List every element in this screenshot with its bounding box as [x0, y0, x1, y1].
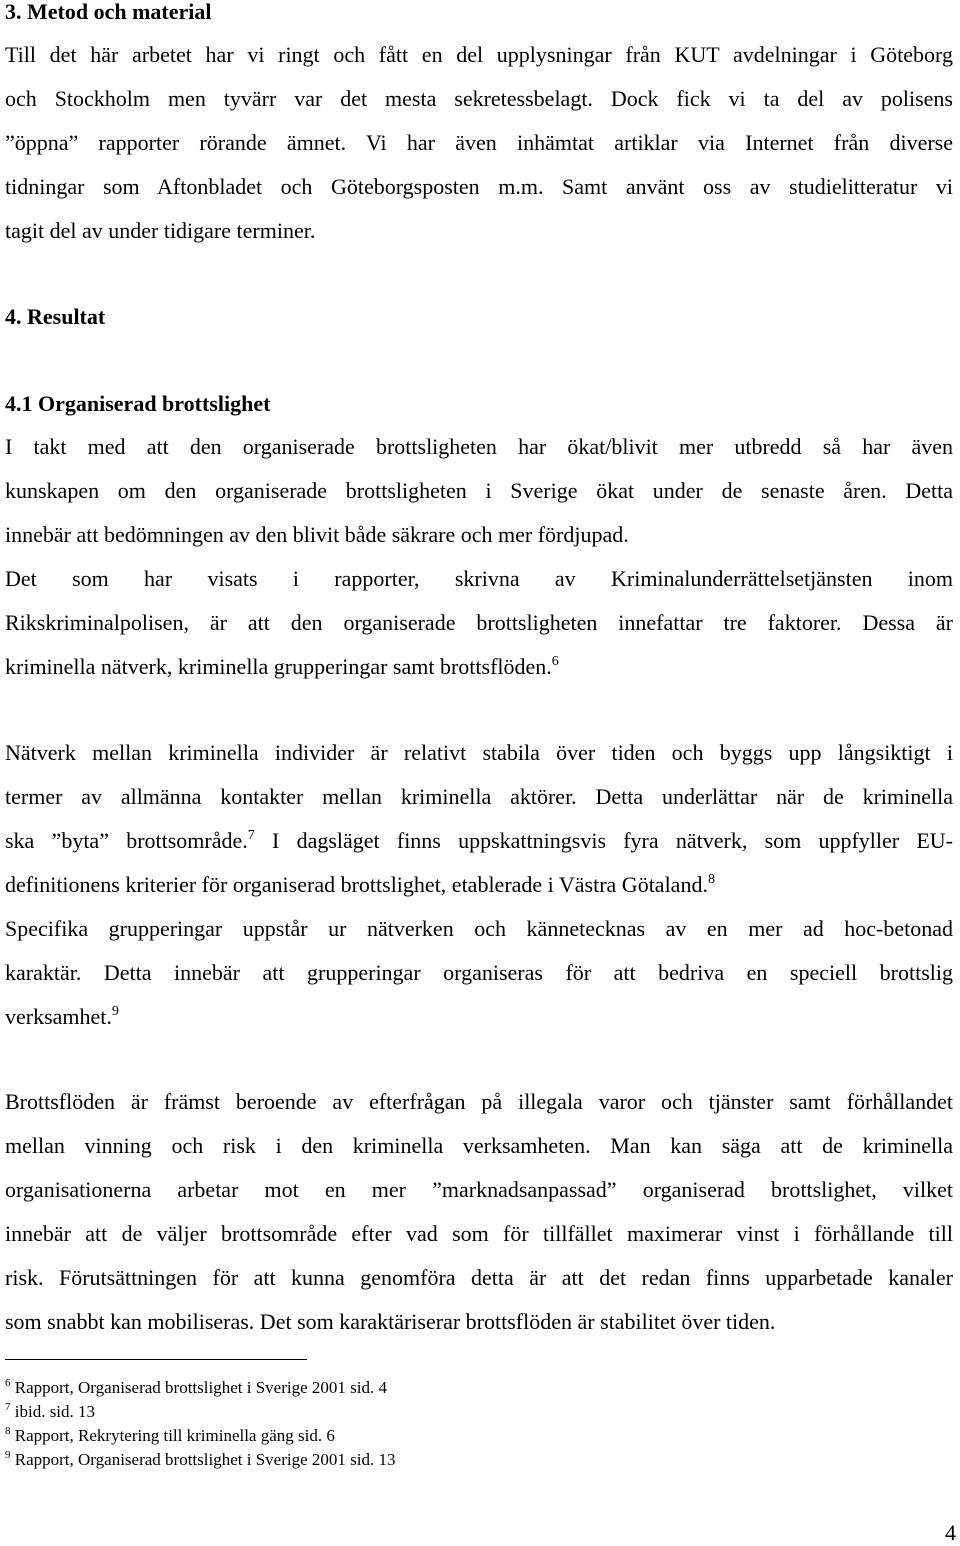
text-line [5, 863, 953, 907]
footnote-ref: 9 [111, 1004, 119, 1019]
paragraph-organiserad-1 [5, 425, 953, 689]
text-segment: verksamhet. [5, 1004, 112, 1029]
text-line [5, 995, 953, 1039]
paragraph-brottsfloden [5, 1080, 953, 1344]
text-line: Till det här arbetet har vi ringt och fått en del upplysningar från KUT avdelningar i Göteborg [5, 42, 953, 67]
text-line: kunskapen om den organiserade brottsligheten i Sverige ökat under de senaste åren. Detta [5, 478, 953, 503]
text-line: organisationerna arbetar mot en mer ”marknadsanpassad” organiserad brottslighet, vilket [5, 1177, 953, 1202]
text-line: termer av allmänna kontakter mellan kriminella aktörer. Detta underlättar när de kriminella [5, 784, 953, 809]
text-segment: I dagsläget finns uppskattningsvis fyra nätverk, som uppfyller EU- [254, 828, 953, 853]
text-line: och Stockholm men tyvärr var det mesta sekretessbelagt. Dock fick vi ta del av polisens [5, 86, 953, 111]
paragraph-natverk [5, 731, 953, 1039]
paragraph-metod [5, 33, 953, 253]
heading-organiserad-brottslighet: 4.1 Organiserad brottslighet [5, 391, 271, 416]
text-line: Rikskriminalpolisen, är att den organiserade brottsligheten innefattar tre faktorer. Dessa är [5, 610, 953, 635]
footnote-number: 9 [5, 1449, 11, 1461]
footnote [5, 1400, 95, 1426]
text-line: risk. Förutsättningen för att kunna genomföra detta är att det redan finns upparbetade kanaler [5, 1265, 953, 1290]
footnote-number: 8 [5, 1425, 11, 1437]
page-number: 4 [945, 1520, 956, 1545]
footnote-ref: 8 [707, 872, 715, 887]
text-line: Specifika grupperingar uppstår ur nätverken och kännetecknas av en mer ad hoc-betonad [5, 916, 953, 941]
text-line: ”öppna” rapporter rörande ämnet. Vi har även inhämtat artiklar via Internet från diverse [5, 130, 953, 155]
footnote-text: ibid. sid. 13 [14, 1402, 96, 1421]
text-segment: definitionens kriterier för organiserad brottslighet, etablerade i Västra Götaland. [5, 872, 708, 897]
footnote-separator [5, 1359, 307, 1360]
footnote-number: 6 [5, 1377, 11, 1389]
footnote-number: 7 [5, 1401, 11, 1413]
footnote [5, 1448, 395, 1474]
footnote-ref: 6 [551, 654, 559, 669]
footnote-text: Rapport, Organiserad brottslighet i Sverige 2001 sid. 13 [14, 1450, 396, 1469]
text-line [5, 819, 953, 863]
footnote-ref: 7 [247, 828, 255, 843]
text-line: som snabbt kan mobiliseras. Det som karaktäriserar brottsflöden är stabilitet över tiden. [5, 1309, 776, 1334]
text-line: innebär att bedömningen av den blivit både säkrare och mer fördjupad. [5, 522, 629, 547]
text-line: I takt med att den organiserade brottsligheten har ökat/blivit mer utbredd så har även [5, 434, 953, 459]
text-line: tagit del av under tidigare terminer. [5, 218, 316, 243]
heading-metod-och-material: 3. Metod och material [5, 0, 212, 24]
text-line: Nätverk mellan kriminella individer är relativt stabila över tiden och byggs upp långsiktigt i [5, 740, 953, 765]
text-segment: kriminella nätverk, kriminella grupperingar samt brottsflöden. [5, 654, 552, 679]
text-line: Det som har visats i rapporter, skrivna av Kriminalunderrättelsetjänsten inom [5, 566, 953, 591]
footnote [5, 1424, 335, 1450]
text-line: karaktär. Detta innebär att grupperingar organiseras för att bedriva en speciell brottslig [5, 960, 953, 985]
text-line: innebär att de väljer brottsområde efter vad som för tillfället maximerar vinst i förhållande till [5, 1221, 953, 1246]
text-line: tidningar som Aftonbladet och Göteborgsposten m.m. Samt använt oss av studielitteratur vi [5, 174, 953, 199]
footnote-text: Rapport, Organiserad brottslighet i Sverige 2001 sid. 4 [14, 1378, 387, 1397]
text-line [5, 645, 953, 689]
footnote-text: Rapport, Rekrytering till kriminella gäng sid. 6 [14, 1426, 335, 1445]
heading-resultat: 4. Resultat [5, 304, 106, 329]
text-segment: ska ”byta” brottsområde. [5, 828, 248, 853]
text-line: mellan vinning och risk i den kriminella verksamheten. Man kan säga att de kriminella [5, 1133, 953, 1158]
footnote [5, 1376, 387, 1402]
text-line: Brottsflöden är främst beroende av efterfrågan på illegala varor och tjänster samt förhållandet [5, 1089, 953, 1114]
